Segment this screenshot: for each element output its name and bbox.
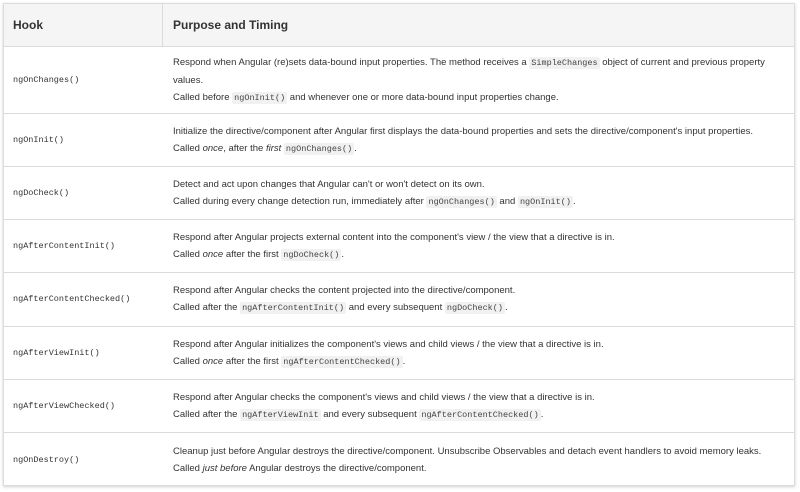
hook-name: ngAfterContentChecked() [13, 294, 131, 304]
hook-description: Respond after Angular initializes the component's views and child views / the view that a directive is in. Called once after the first ngAfterContentChecked() . [173, 338, 604, 367]
hook-description: Detect and act upon changes that Angular can't or won't detect on its own. Called during every change detection run, immediately after ngOnChanges() and ngOnInit() . [173, 178, 576, 207]
hook-name: ngOnDestroy() [13, 454, 80, 465]
lifecycle-hooks-table [3, 3, 795, 486]
table-row [4, 220, 794, 273]
table-header [4, 4, 794, 47]
hook-name: ngAfterContentInit() [13, 240, 116, 251]
table-row [4, 114, 794, 167]
header-purpose: Purpose and Timing [173, 18, 289, 32]
hook-name: ngAfterViewChecked() [13, 400, 116, 411]
hook-description: Cleanup just before Angular destroys the directive/component. Unsubscribe Observables and detach event handlers to avoid memory leaks. Called just before Angular destroys the directive/component. [173, 446, 762, 474]
hook-name: ngOnChanges() [13, 74, 80, 85]
hook-name: ngOnInit() [13, 134, 65, 145]
hook-description: Initialize the directive/component after Angular first displays the data-bound properties and sets the directive/component's input properties. Called once, after the first ngOnChanges() . [173, 125, 754, 154]
table-row [4, 167, 794, 220]
hook-description: Respond when Angular (re)sets data-bound input properties. The method receives a SimpleChanges object of current and previous property values. Called before ngOnInit() and whenever one or more data-bound input properties change. [173, 56, 765, 103]
hook-description: Respond after Angular projects external content into the component's view / the view that a directive is in. Called once after the first ngDoCheck() . [173, 231, 615, 260]
table-row [4, 47, 794, 114]
header-hook: Hook [4, 4, 163, 46]
table-row [4, 273, 794, 327]
hook-description: Respond after Angular checks the component's views and child views / the view that a directive is in. Called after the ngAfterViewInit and every subsequent ngAfterContentChecked() . [173, 391, 595, 420]
table-row [4, 433, 794, 487]
hook-name: ngAfterViewInit() [13, 347, 100, 358]
table-row [4, 327, 794, 380]
table-row [4, 380, 794, 433]
hook-name: ngDoCheck() [13, 187, 70, 198]
hook-description: Respond after Angular checks the content projected into the directive/component. Called after the ngAfterContentInit() and every subsequent ngDoCheck() . [173, 285, 516, 313]
